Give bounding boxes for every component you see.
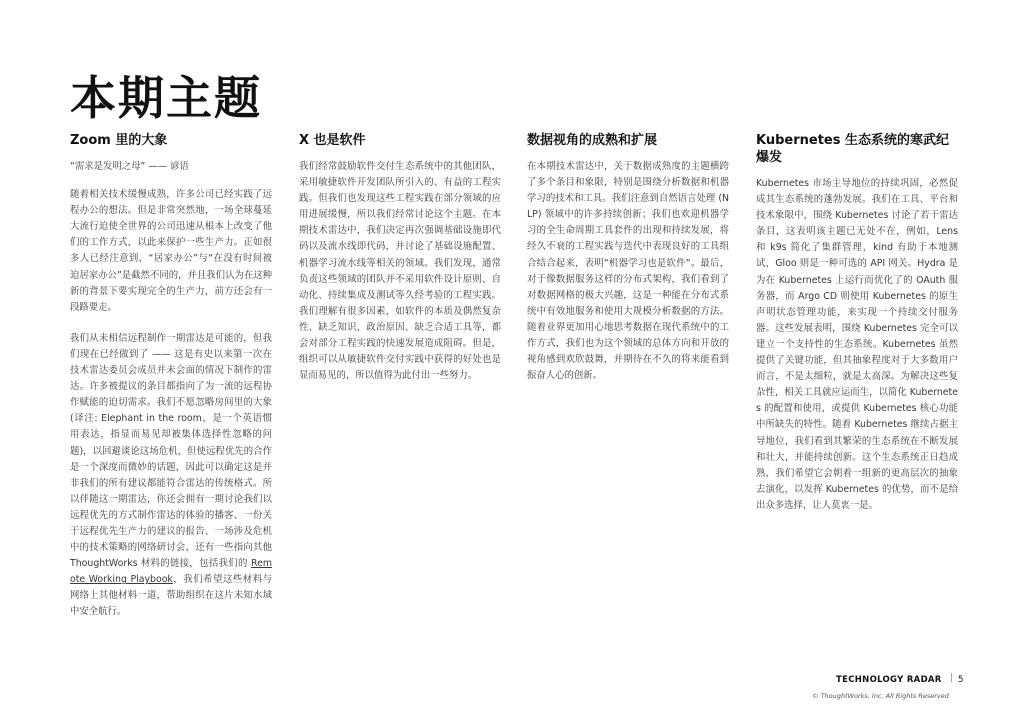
footer-separator: | [950,673,954,683]
column-zoom-elephant [70,132,272,636]
column-quote: “需求是发明之母” —— 谚语 [70,161,189,172]
column-paragraph: 随着相关技术缓慢成熟，许多公司已经实践了远程办公的想法。但是非常突然地，一场全球蔓延大流行迫使全世界的公司迅速从根本上改变了他们的工作方式，以此来保护一些生产力。正如很多人已经注意到，“居家办公”与“在没有时间被迫居家办公”是截然不同的，并且我们认为在这种新的背景下要实现完全的生产力，前方还会有一段路要走。 [70,189,272,313]
remote-working-playbook-link[interactable]: Remote Working Playbook [70,558,272,586]
column-paragraph: 在本期技术雷达中，关于数据成熟度的主题横跨了多个条目和象限，特别是围绕分析数据和机器学习的技术和工具。我们注意到自然语言处理 (NLP) 领域中的许多持续创新；我们也欢迎机器学习的全生命周期工具套件的出现和持续发展，将经久不衰的工程实践与迭代中表现良好的工具组合结合起来，表明“机器学习也是软件”。最后，对于像数据服务这样的分布式架构，我们看到了对数据网格的极大兴趣，这是一种能在分布式系统中有效地服务和使用大规模分析数据的方法。随着业界更加用心地思考数据在现代系统中的工作方式，我们也为这个领域的总体方向和开放的视角感到欢欣鼓舞，并期待在不久的将来能看到振奋人心的创新。 [527,161,729,382]
column-paragraph [70,331,272,621]
column-data-perspective [527,132,729,399]
footer-copyright: © ThoughtWorks, Inc. All Rights Reserved [812,692,949,700]
column-paragraph: 我们经常鼓励软件交付生态系统中的其他团队，采用敏捷软件开发团队所引入的、有益的工程实践。但我们也发现这些工程实践在部分领域的应用进展缓慢，所以我们经常讨论这个主题。在本期技术雷达中，我们决定再次强调基础设施即代码以及流水线即代码，并讨论了基础设施配置、机器学习流水线等相关的领域。我们发现，通常负责这些领域的团队并不采用软件设计原则、自动化、持续集成及测试等久经考验的工程实践。我们理解有很多因素，如软件的本质及偶然复杂性、缺乏知识，政治原因、缺乏合适工具等，都会对部分工程实践的快速发展造成阻碍。但是，组织可以从敏捷软件交付实践中获得的好处也是显而易见的，所以值得为此付出一些努力。 [299,161,501,382]
column-kubernetes-ecosystem [756,132,958,529]
paragraph-tail: ，我们希望这些材料与网络上其他材料一道，帮助组织在这片未知水域中安全航行。 [70,574,272,618]
paragraph-text: 我们从未相信远程制作一期雷达是可能的，但我们现在已经做到了 —— 这是有史以来第一次在技术雷达委员会成员并未会面的情况下制作的雷达。许多被提议的条目都指向了为一流的远程协作赋能的迫切需求。我们不愿忽略房间里的大象 (译注: Elephant in the room，是一个英语惯用表达，指显而易见却被集体选择性忽略的问题)，以回避谈论这场危机，但使远程优先的合作是一个深度而微妙的话题，因此可以确定这是并非我们的所有建议都能符合雷达的传统格式。所以伴随这一期雷达，你还会拥有一期讨论我们以远程优先的方式制作雷达的体验的播客、一份关于远程优先生产力的建议的报告、一场涉及危机中的技术策略的网络研讨会，还有一些指向其他 ThoughtWorks 材料的链接，包括我们的 [70,332,272,570]
column-x-is-software [299,132,501,399]
page-number: 5 [958,675,964,685]
column-heading: Zoom 里的大象 [70,133,168,148]
column-heading: 数据视角的成熟和扩展 [527,133,658,148]
column-heading: X 也是软件 [299,133,366,148]
page-title: 本期主题 [70,71,262,125]
column-paragraph: Kubernetes 市场主导地位的持续巩固，必然促成其生态系统的蓬勃发展。我们在工具、平台和技术象限中，围绕 Kubernetes 讨论了若干雷达条目，这表明该主题已无处不在，例如，Lens 和 k9s 简化了集群管理，kind 有助于本地测试，Gloo 则是一种可选的 API 网关。Hydra 是为在 Kubernetes 上运行而优化了的 OAuth 服务器，而 Argo CD 则使用 Kubernetes 的原生声明状态管理功能，来实现一个持续交付服务器。这些发展表明，围绕 Kubernetes 完全可以建立一个支持性的生态系统。Kubernetes 虽然提供了关键功能，但其抽象程度对于大多数用户而言，不是太细粒，就是太高深。为解决这些复杂性，相关工具就应运而生，以简化 Kubernetes 的配置和使用，或提供 Kubernetes 核心功能中所缺失的特性。随着 Kubernetes 继续占据主导地位，我们看到其繁荣的生态系统在不断发展和壮大，并能持续创新。这个生态系统正日趋成熟，我们希望它会朝着一组新的更高层次的抽象去演化，以发挥 Kubernetes 的优势，而不是给出众多选择，让人莫衷一是。 [756,178,958,511]
footer-brand: TECHNOLOGY RADAR [836,675,942,685]
column-heading: Kubernetes 生态系统的寒武纪爆发 [756,133,950,165]
